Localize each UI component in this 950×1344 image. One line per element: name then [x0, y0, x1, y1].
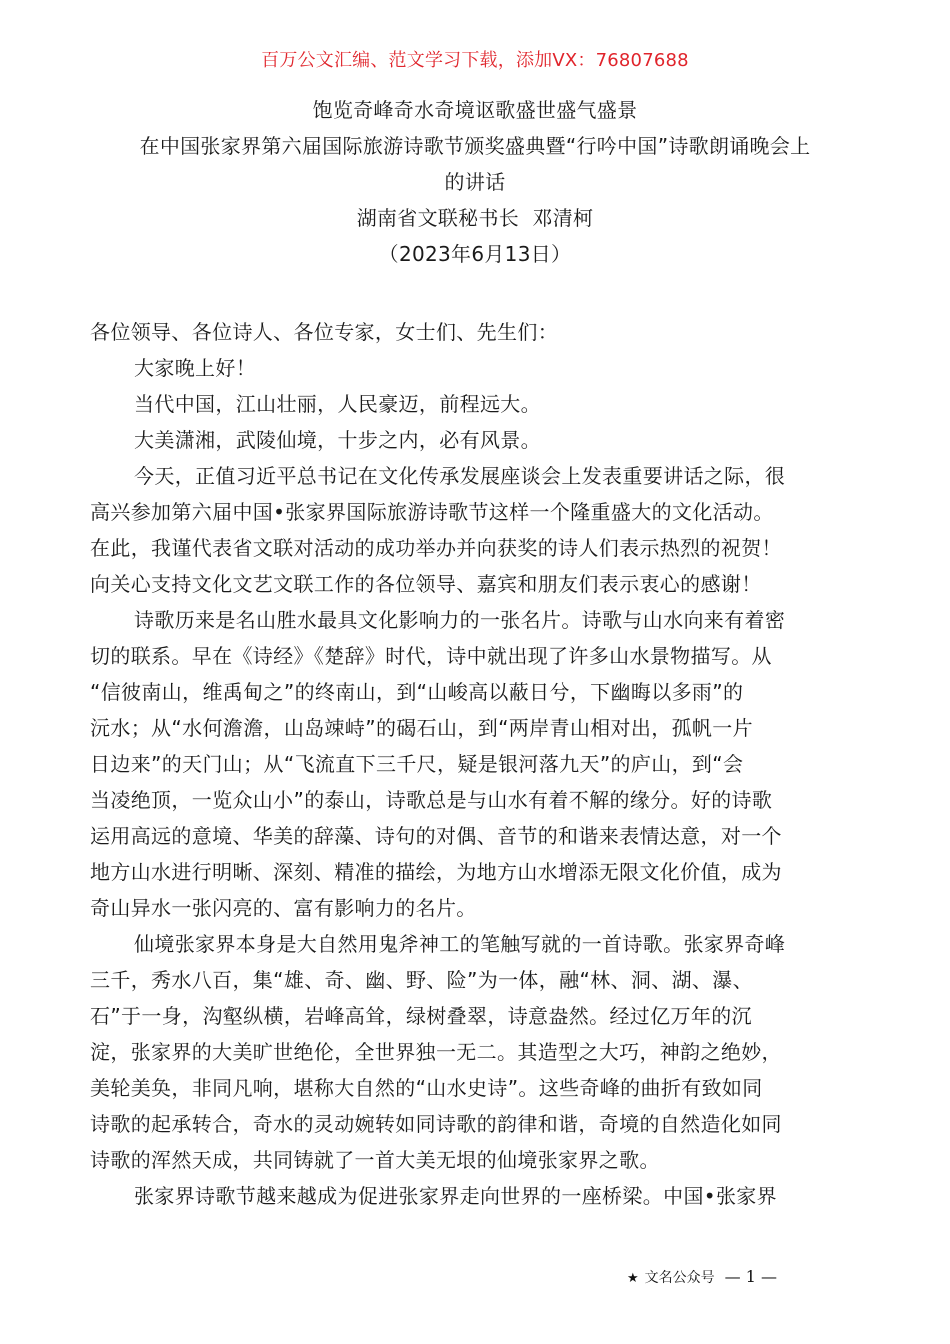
footer-label: 文名公众号	[644, 1270, 715, 1286]
body-text-line: 奇山异水一张闪亮的、富有影响力的名片。	[90, 896, 477, 920]
star-icon: ★	[627, 1271, 639, 1286]
body-text-line: 向关心支持文化文艺文联工作的各位领导、嘉宾和朋友们表示衷心的感谢！	[90, 572, 762, 596]
body-text-line: 淀，张家界的大美旷世绝伦，全世界独一无二。其造型之大巧，神韵之绝妙，	[90, 1040, 782, 1064]
document-subtitle-line-2: 的讲话	[444, 170, 506, 194]
body-text-line: 各位领导、各位诗人、各位专家，女士们、先生们：	[90, 320, 559, 344]
document-header	[0, 92, 950, 272]
body-text-line: 大家晚上好！	[134, 356, 257, 380]
body-text-line: 诗歌的浑然天成，共同铸就了一首大美无垠的仙境张家界之歌。	[90, 1148, 660, 1172]
body-text-line: 日边来”的天门山；从“飞流直下三千尺，疑是银河落九天”的庐山，到“会	[90, 752, 744, 776]
body-text-line: 高兴参加第六届中国•张家界国际旅游诗歌节这样一个隆重盛大的文化活动。	[90, 500, 774, 524]
body-text-line: 张家界诗歌节越来越成为促进张家界走向世界的一座桥梁。中国•张家界	[134, 1184, 777, 1208]
watermark-banner: 百万公文汇编、范文学习下载，添加VX：76807688	[261, 50, 689, 71]
body-text-line: 石”于一身，沟壑纵横，岩峰高耸，绿树叠翠，诗意盎然。经过亿万年的沉	[90, 1004, 752, 1028]
page-number: — 1 —	[724, 1267, 778, 1286]
document-author: 湖南省文联秘书长 邓清柯	[356, 206, 594, 230]
body-text-line: 大美潇湘，武陵仙境，十步之内，必有风景。	[134, 428, 541, 452]
document-title: 饱览奇峰奇水奇境讴歌盛世盛气盛景	[312, 98, 638, 122]
body-text-line: 美轮美奂，非同凡响，堪称大自然的“山水史诗”。这些奇峰的曲折有致如同	[90, 1076, 763, 1100]
document-body	[90, 314, 865, 1214]
body-text-line: 当凌绝顶，一览众山小”的泰山，诗歌总是与山水有着不解的缘分。好的诗歌	[90, 788, 773, 812]
body-text-line: 今天，正值习近平总书记在文化传承发展座谈会上发表重要讲话之际，很	[134, 464, 786, 488]
page-footer	[627, 1267, 777, 1287]
body-text-line: 切的联系。早在《诗经》《楚辞》时代，诗中就出现了许多山水景物描写。从	[90, 644, 772, 668]
body-text-line: 地方山水进行明晰、深刻、精准的描绘，为地方山水增添无限文化价值，成为	[90, 860, 782, 884]
body-text-line: 在此，我谨代表省文联对活动的成功举办并向获奖的诗人们表示热烈的祝贺！	[90, 536, 782, 560]
body-text-line: 诗歌历来是名山胜水最具文化影响力的一张名片。诗歌与山水向来有着密	[134, 608, 786, 632]
body-text-line: 仙境张家界本身是大自然用鬼斧神工的笔触写就的一首诗歌。张家界奇峰	[134, 932, 786, 956]
body-text-line: 当代中国，江山壮丽，人民豪迈，前程远大。	[134, 392, 541, 416]
body-text-line: “信彼南山，维禹甸之”的终南山，到“山峻高以蔽日兮，下幽晦以多雨”的	[90, 680, 744, 704]
body-text-line: 沅水；从“水何澹澹，山岛竦峙”的碣石山，到“两岸青山相对出，孤帆一片	[90, 716, 753, 740]
body-text-line: 诗歌的起承转合，奇水的灵动婉转如同诗歌的韵律和谐，奇境的自然造化如同	[90, 1112, 782, 1136]
document-subtitle-line-1: 在中国张家界第六届国际旅游诗歌节颁奖盛典暨“行吟中国”诗歌朗诵晚会上	[139, 134, 811, 158]
body-text-line: 三千，秀水八百，集“雄、奇、幽、野、险”为一体，融“林、洞、湖、瀑、	[90, 968, 753, 992]
document-date: （2023年6月13日）	[378, 242, 572, 266]
body-text-line: 运用高远的意境、华美的辞藻、诗句的对偶、音节的和谐来表情达意，对一个	[90, 824, 782, 848]
